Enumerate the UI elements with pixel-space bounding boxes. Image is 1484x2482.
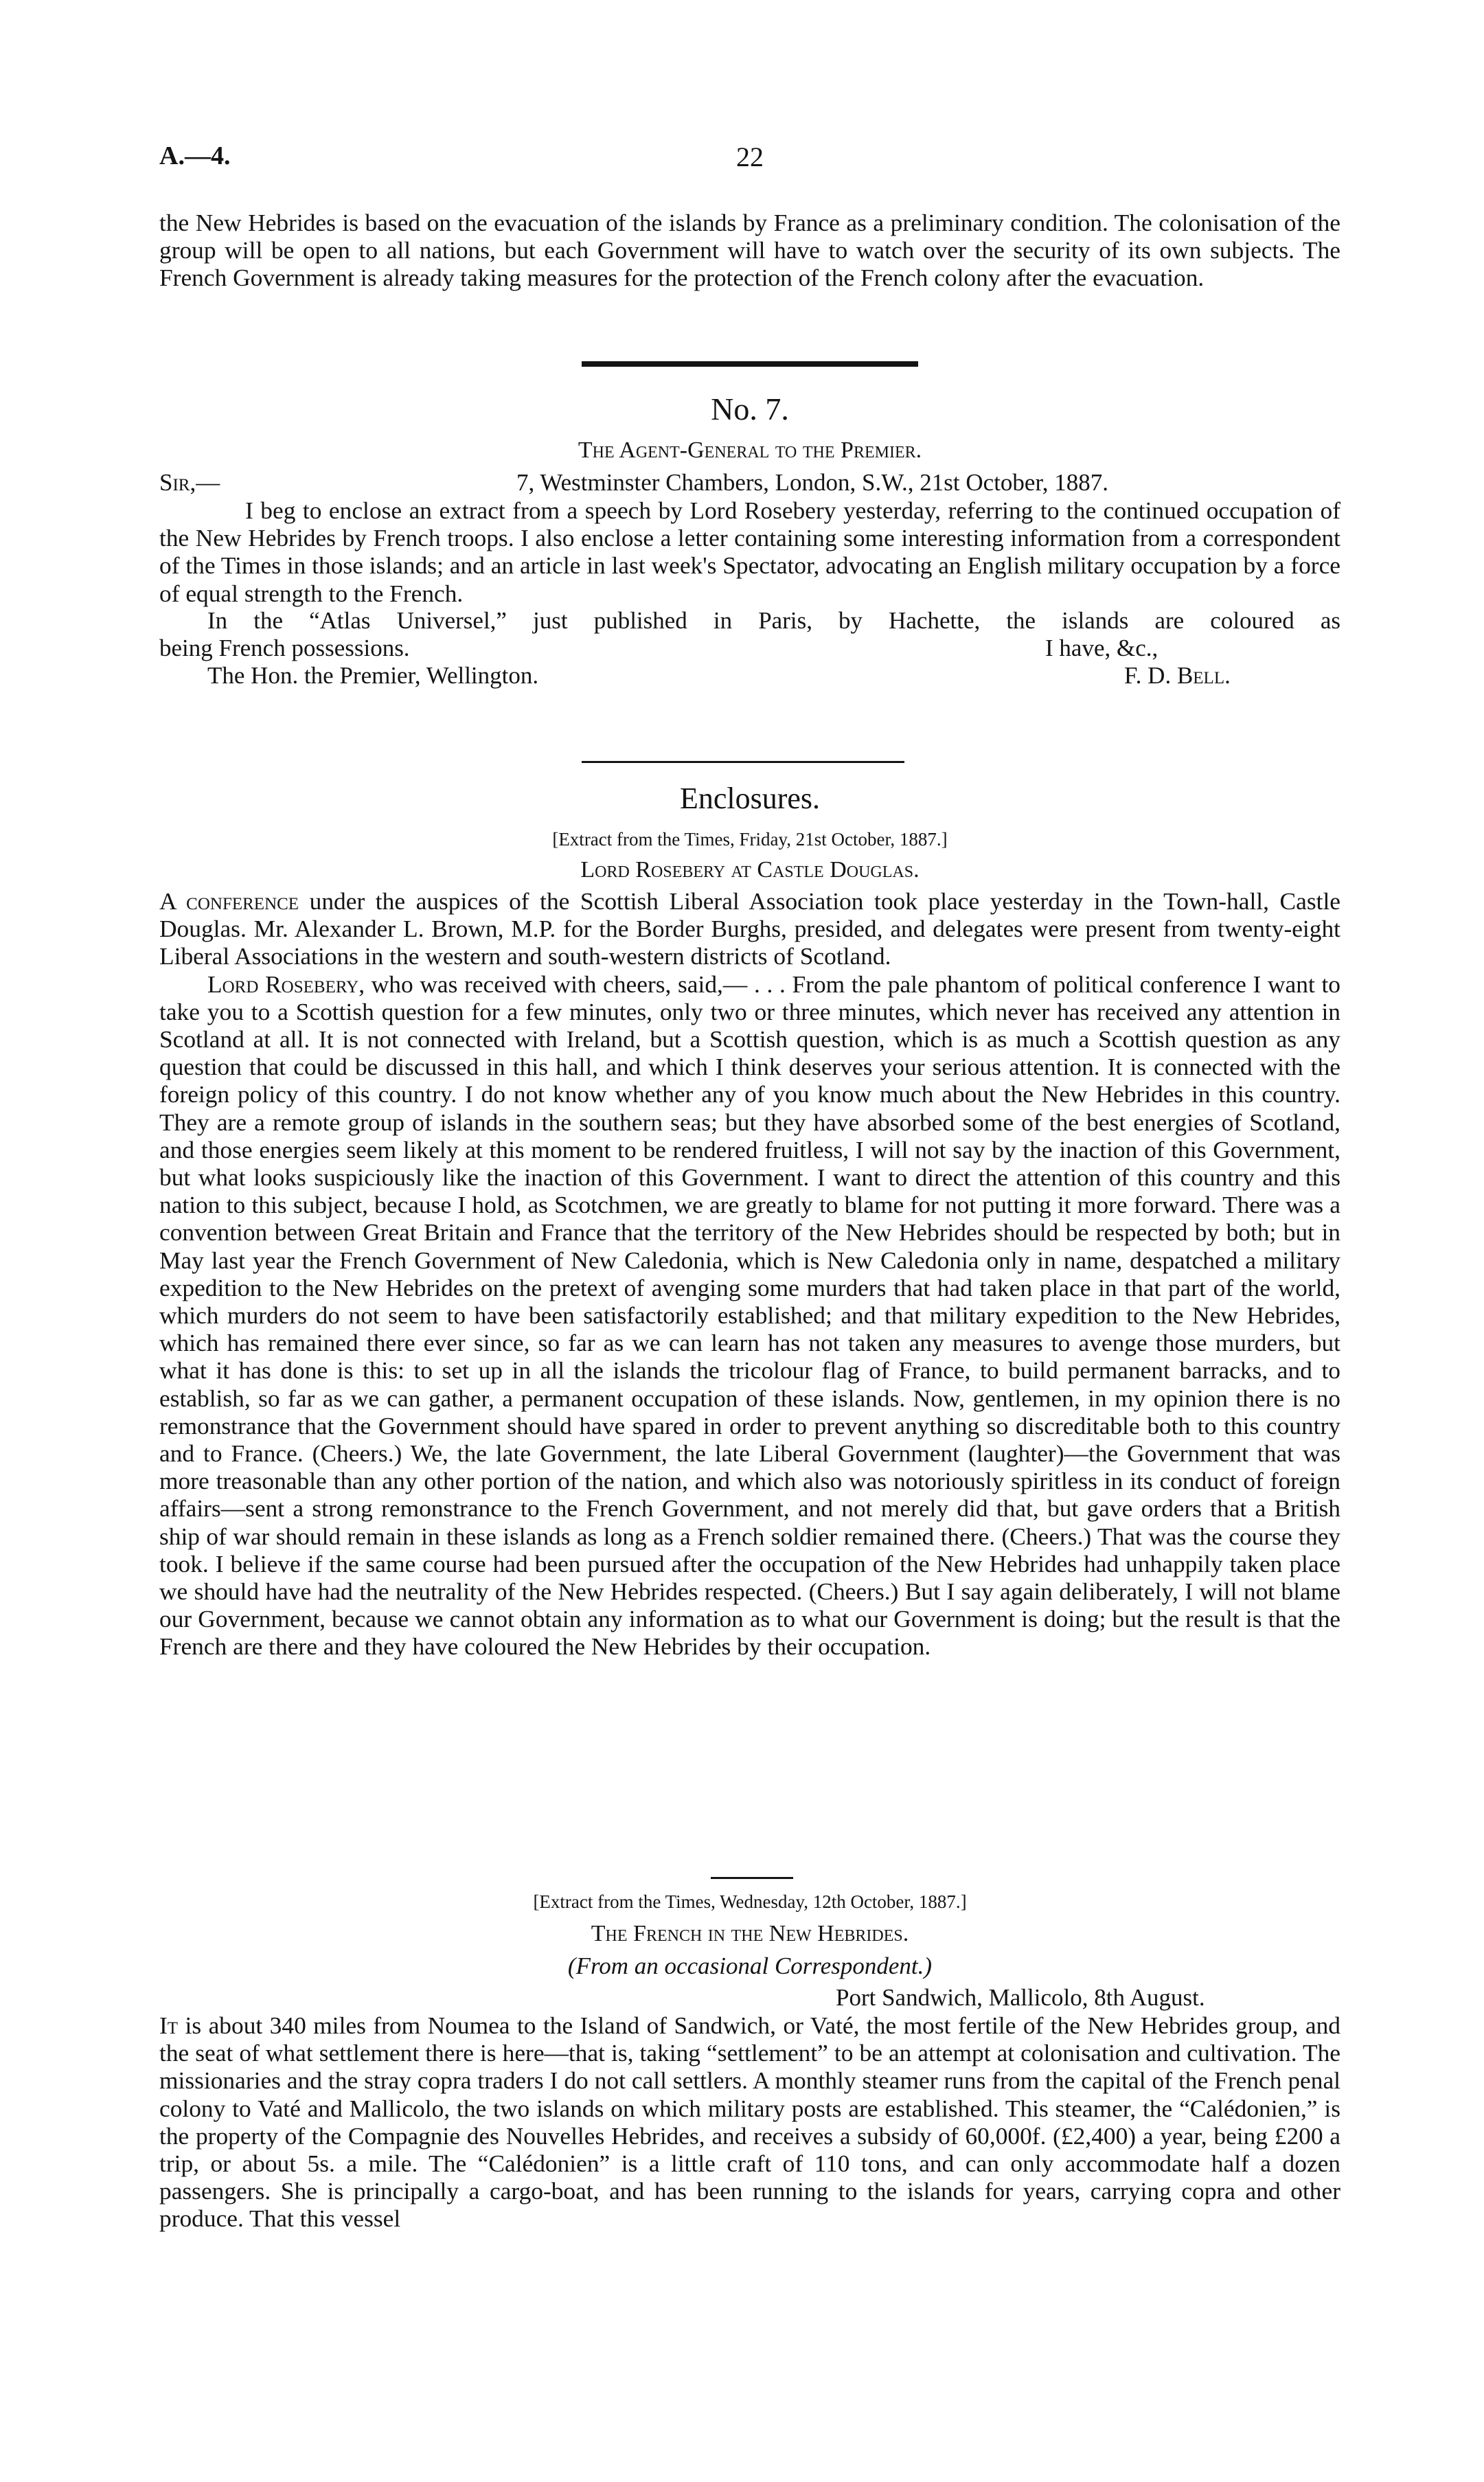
speech-paragraph <box>159 970 1340 1661</box>
closing-phrase: I have, &c., <box>1045 634 1158 661</box>
thin-divider <box>582 761 904 763</box>
dateline: Port Sandwich, Mallicolo, 8th August. <box>836 1984 1205 2011</box>
conference-text: under the auspices of the Scottish Liberal Association took place yesterday in the Town-hall, Castle Douglas. Mr. Alexander L. Brown, M.P. for the Border Burghs, presided, and delegates were present from twenty-eight Liberal Associations in the western and south-western districts of Scotland. <box>159 887 1340 970</box>
letter-body: I beg to enclose an extract from a speech by Lord Rosebery yesterday, referring to the continued occupation of the New Hebrides by French troops. I also enclose a letter containing some interesting information from a correspondent of the Times in those islands; and an article in last week's Spectator, advocating an English military occupation by a force of equal strength to the French. <box>159 497 1341 607</box>
correspondent-lead: It <box>159 2012 179 2039</box>
extract-1-block <box>159 887 1340 1661</box>
byline: (From an occasional Correspondent.) <box>567 1952 933 1979</box>
extract-source-1: [Extract from the Times, Friday, 21st October, 1887.] <box>552 829 948 850</box>
speaker-name: Lord Rosebery, <box>207 970 365 998</box>
page-header <box>159 141 1340 175</box>
closing-row <box>159 635 1340 662</box>
extract-headline-2: The French in the New Hebrides. <box>591 1921 909 1946</box>
speech-text: who was received with cheers, said,— . . . From the pale phantom of political conference I want to take you to a Scottish question for a few minutes, only two or three minutes, which never has received any attention in Scotland at all. It is not connected with Ireland, but a Scottish question, which is as much a Scottish question as any question that could be discussed in this hall, and which I think deserves your serious attention. It is connected with the foreign policy of this country. I do not know whether any of you know much about the New Hebrides in this country. They are a remote group of islands in the southern seas; but they have absorbed some of the best energies of Scotland, and those energies seem likely at this moment to be rendered fruitless, I will not say by the inaction of this Government, but what looks suspiciously like the inaction of this Government. I want to direct the attention of this country and this nation to this subject, because I hold, as Scotchmen, we are greatly to blame for not putting it more forward. There was a convention between Great Britain and France that the territory of the New Hebrides should be respected by both; but in May last year the French Government of New Caledonia, which is New Caledonia only in name, despatched a military expedition to the New Hebrides on the pretext of avenging some murders that had taken place in that part of the world, which murders do not seem to have been satisfactorily established; and that military expedition to the New Hebrides, which has remained there ever since, so far as we can learn has not taken any measures to avenge those murders, but what it has done is this: to set up in all the islands the tricolour flag of France, to build permanent barracks, and to establish, so far as we can gather, a permanent occupation of these islands. Now, gentlemen, in my opinion there is no remonstrance that the Government should have spared in order to prevent anything so discreditable both to this country and to France. (Cheers.) We, the late Government, the late Liberal Government (laughter)—the Government that was more treasonable than any other portion of the nation, and which also was notoriously spiritless in its conduct of foreign affairs—sent a strong remonstrance to the French Government, and not merely did that, but gave orders that a British ship of war should remain in these islands as long as a French soldier remained there. (Cheers.) That was the course they took. I believe if the same course had been pursued after the occupation of the New Hebrides had unhappily taken place we should have had the neutrality of the New Hebrides respected. (Cheers.) But I say again deliberately, I will not blame our Government, because we cannot obtain any information as to what our Government is doing; but the result is that the French are there and they have coloured the New Hebrides by their occupation. <box>159 970 1340 1661</box>
salutation: Sir,— <box>159 469 220 496</box>
extract-2-block <box>159 2012 1340 2233</box>
enclosures-title: Enclosures. <box>679 782 821 815</box>
correspondent-text: is about 340 miles from Noumea to the Island of Sandwich, or Vaté, the most fertile of the New Hebrides group, and the seat of what settlement there is here—that is, taking “settlement” to be an attempt at colonisation and cultivation. The missionaries and the stray copra traders I do not call settlers. A monthly steamer runs from the capital of the French penal colony to Vaté and Mallicolo, the two islands on which military posts are established. This steamer, the “Calédonien,” is the property of the Compagnie des Nouvelles Hebrides, and receives a subsidy of 60,000f. (£2,400) a year, being £200 a trip, or about 5s. a mile. The “Calédonien” is a little craft of 110 tons, and can only accommodate half a dozen passengers. She is principally a cargo-boat, and has been running to the islands for years, carrying copra and other produce. That this vessel <box>159 2012 1340 2233</box>
correspondent-paragraph <box>159 2012 1340 2233</box>
conference-lead: A conference <box>159 887 299 915</box>
intro-paragraph: the New Hebrides is based on the evacuation of the islands by France as a preliminary condition. The colonisation of the group will be open to all nations, but each Government will have to watch over the security of its own subjects. The French Government is already taking measures for the protection of the French colony after the evacuation. <box>159 209 1340 292</box>
document-reference: A.—4. <box>159 141 231 170</box>
atlas-line: In the “Atlas Universel,” just published in Paris, by Hachette, the islands are coloured as <box>207 606 1340 634</box>
letter-body-block <box>159 497 1340 690</box>
page-number: 22 <box>736 141 764 172</box>
short-divider <box>711 1877 793 1879</box>
intro-block <box>159 209 1340 292</box>
letter-subtitle: The Agent-General to the Premier. <box>578 437 922 463</box>
section-title: No. 7. <box>711 391 789 426</box>
atlas-line-end: being French possessions. <box>159 634 410 661</box>
addressee: The Hon. the Premier, Wellington. <box>207 661 539 689</box>
conference-paragraph <box>159 887 1340 970</box>
sender-address: 7, Westminster Chambers, London, S.W., 21st October, 1887. <box>516 469 1108 496</box>
extract-headline-1: Lord Rosebery at Castle Douglas. <box>580 857 920 883</box>
signature-row <box>159 662 1340 690</box>
extract-source-2: [Extract from the Times, Wednesday, 12th October, 1887.] <box>533 1891 967 1912</box>
signature: F. D. Bell. <box>1124 661 1231 689</box>
thick-divider <box>582 361 918 367</box>
